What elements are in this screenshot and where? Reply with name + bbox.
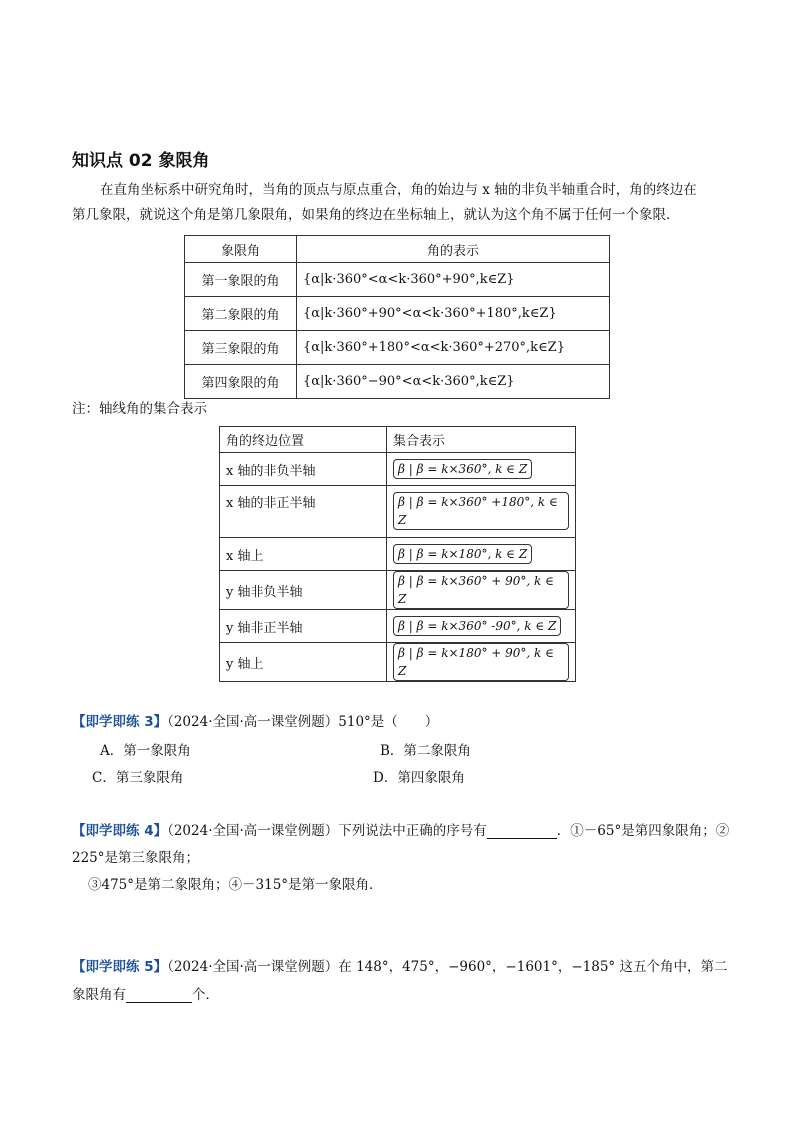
exercise-4-line-2: 225°是第三象限角； xyxy=(72,850,200,866)
exercise-5-tag: 【即学即练 5】 xyxy=(72,959,168,975)
table-row xyxy=(185,263,610,297)
option-c: C．第三象限角 xyxy=(92,770,184,786)
option-d: D．第四象限角 xyxy=(373,770,465,786)
table-row xyxy=(220,643,576,682)
table2-cell-set xyxy=(387,453,576,486)
table2-cell-position: y 轴上 xyxy=(220,643,387,682)
answer-blank[interactable] xyxy=(487,824,557,839)
table1-cell-expression: {α|k·360°<α<k·360°+90°,k∈Z} xyxy=(297,263,610,297)
set-expression: β | β = k×360° +180°, k ∈ Z xyxy=(393,492,569,530)
table2-cell-set xyxy=(387,538,576,571)
table1-header-quadrant: 象限角 xyxy=(185,236,297,263)
table2-cell-set xyxy=(387,610,576,643)
exercise-4-line-3: ③475°是第二象限角；④－315°是第一象限角． xyxy=(88,877,383,893)
exercise-5-line-2-post: 个． xyxy=(192,987,219,1003)
exercise-3-tag: 【即学即练 3】 xyxy=(72,714,168,730)
exercise-3-stem xyxy=(72,710,438,730)
table1-cell-expression: {α|k·360°+180°<α<k·360°+270°,k∈Z} xyxy=(297,331,610,365)
exercise-4-stem xyxy=(72,819,752,839)
table-row xyxy=(220,486,576,538)
set-expression: β | β = k×180°, k ∈ Z xyxy=(393,544,532,564)
exercise-5-line-2-pre: 象限角有 xyxy=(72,987,126,1003)
intro-line-2: 第几象限，就说这个角是第几象限角，如果角的终边在坐标轴上，就认为这个角不属于任何一个象限． xyxy=(72,207,680,223)
table-row xyxy=(185,297,610,331)
table-row xyxy=(220,538,576,571)
table-row xyxy=(185,365,610,399)
table-row xyxy=(220,571,576,610)
exercise-3-text: （2024·全国·高一课堂例题）510°是（ ） xyxy=(167,714,439,730)
exercise-5-line-2 xyxy=(72,983,219,1003)
table2-cell-set xyxy=(387,571,576,610)
axis-angle-note: 注：轴线角的集合表示 xyxy=(72,401,207,417)
table1-cell-name: 第一象限的角 xyxy=(185,263,297,297)
set-expression: β | β = k×360°, k ∈ Z xyxy=(393,459,532,479)
table2-cell-position: x 轴的非正半轴 xyxy=(220,486,387,538)
table-row xyxy=(185,331,610,365)
table-row xyxy=(220,610,576,643)
table2-cell-set xyxy=(387,643,576,682)
exercise-5-stem xyxy=(72,955,762,975)
intro-line-1: 在直角坐标系中研究角时，当角的顶点与原点重合，角的始边与 x 轴的非负半轴重合时，角的终边在 xyxy=(100,182,697,198)
table2-cell-set xyxy=(387,486,576,538)
option-b: B．第二象限角 xyxy=(380,743,471,759)
set-expression: β | β = k×360° -90°, k ∈ Z xyxy=(393,616,561,636)
table2-cell-position: x 轴的非负半轴 xyxy=(220,453,387,486)
table1-cell-name: 第四象限的角 xyxy=(185,365,297,399)
table1-cell-name: 第三象限的角 xyxy=(185,331,297,365)
table1-cell-expression: {α|k·360°−90°<α<k·360°,k∈Z} xyxy=(297,365,610,399)
set-expression: β | β = k×180° + 90°, k ∈ Z xyxy=(393,643,569,681)
table2-cell-position: y 轴非负半轴 xyxy=(220,571,387,610)
intro-paragraph-2 xyxy=(72,203,732,227)
table1-cell-expression: {α|k·360°+90°<α<k·360°+180°,k∈Z} xyxy=(297,297,610,331)
exercise-5-text: （2024·全国·高一课堂例题）在 148°，475°，−960°，−1601°，−185° 这五个角中，第二 xyxy=(167,959,728,975)
table1-header-expression: 角的表示 xyxy=(297,236,610,263)
axis-angle-table xyxy=(219,426,576,682)
table-row xyxy=(220,453,576,486)
intro-paragraph xyxy=(72,178,732,202)
exercise-4-text-post: ．①－65°是第四象限角；② xyxy=(556,823,730,839)
quadrant-angle-table xyxy=(184,235,610,399)
set-expression: β | β = k×360° + 90°, k ∈ Z xyxy=(393,571,569,609)
section-heading: 知识点 02 象限角 xyxy=(72,151,210,171)
answer-blank[interactable] xyxy=(126,988,192,1003)
table1-cell-name: 第二象限的角 xyxy=(185,297,297,331)
option-a: A．第一象限角 xyxy=(100,743,191,759)
exercise-4-tag: 【即学即练 4】 xyxy=(72,823,168,839)
table2-cell-position: x 轴上 xyxy=(220,538,387,571)
table2-header-set: 集合表示 xyxy=(387,427,576,453)
table2-cell-position: y 轴非正半轴 xyxy=(220,610,387,643)
table2-header-position: 角的终边位置 xyxy=(220,427,387,453)
exercise-4-text: （2024·全国·高一课堂例题）下列说法中正确的序号有 xyxy=(167,823,487,839)
